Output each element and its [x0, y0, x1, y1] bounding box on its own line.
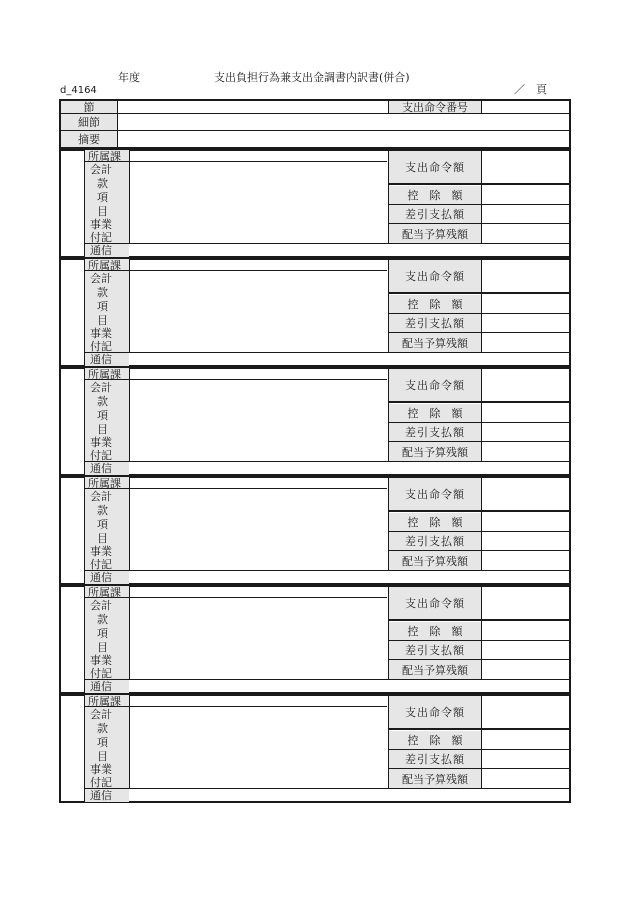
block-label-divider — [129, 488, 130, 570]
shozoku-underline — [85, 706, 129, 707]
top-section — [59, 99, 571, 149]
order-amount-label-cell — [389, 696, 481, 728]
tsushin-label: 通信 — [90, 244, 112, 257]
tsushin-line — [85, 679, 569, 680]
net-payment-label: 差引支払額 — [405, 208, 465, 221]
deduction-label-cell — [389, 404, 481, 422]
kan-label: 款 — [97, 177, 108, 190]
deduction-label: 控 除 額 — [407, 189, 463, 202]
order-amount-divider — [481, 476, 482, 570]
budget-balance-label: 配当予算残額 — [402, 772, 468, 786]
shozoku-label: 所属課 — [88, 477, 121, 490]
order-amount-bottom-thick — [389, 401, 569, 403]
document-id: d_4164 — [60, 85, 97, 96]
order-amount-label: 支出命令額 — [405, 488, 465, 501]
budget-balance-label: 配当予算残額 — [402, 554, 468, 568]
kaikei-label: 会計 — [90, 599, 112, 612]
budget-balance-label-cell — [389, 224, 481, 243]
shozoku-divider — [129, 476, 130, 488]
order-amount-label-cell — [389, 587, 481, 619]
deduction-label-cell — [389, 295, 481, 313]
budget-balance-label-cell — [389, 769, 481, 788]
shozoku-field-line — [129, 379, 387, 380]
order-amount-bottom-thick — [389, 510, 569, 512]
budget-balance-label-cell — [389, 660, 481, 679]
net-payment-label: 差引支払額 — [405, 535, 465, 548]
net-payment-label: 差引支払額 — [405, 317, 465, 330]
order-no-divider-right — [481, 99, 482, 113]
shozoku-label: 所属課 — [88, 259, 121, 272]
order-amount-bottom-thick — [389, 619, 569, 621]
setsu-label: 節 — [83, 101, 95, 114]
document-title: 支出負担行為兼支出金調書内訳書(併合) — [214, 71, 410, 84]
jigyo-label: 事業 — [90, 654, 112, 667]
net-payment-label-cell — [389, 423, 481, 441]
budget-balance-label: 配当予算残額 — [402, 445, 468, 459]
ko-label: 項 — [97, 300, 108, 313]
moku-label: 目 — [97, 750, 108, 763]
order-amount-divider — [481, 149, 482, 243]
order-amount-divider — [481, 258, 482, 352]
fuki-label: 付記 — [90, 449, 112, 462]
tsushin-line — [85, 788, 569, 789]
order-number-label: 支出命令番号 — [402, 101, 468, 114]
order-amount-label: 支出命令額 — [405, 379, 465, 392]
jigyo-label: 事業 — [90, 545, 112, 558]
top-row-line — [59, 130, 571, 131]
net-payment-label-cell — [389, 750, 481, 768]
item-block-4 — [59, 476, 571, 585]
moku-label: 目 — [97, 532, 108, 545]
shozoku-field-line — [129, 706, 387, 707]
shozoku-divider — [129, 367, 130, 379]
deduction-label: 控 除 額 — [407, 625, 463, 638]
top-label-divider — [117, 99, 118, 149]
item-block-1 — [59, 149, 571, 258]
deduction-label: 控 除 額 — [407, 407, 463, 420]
order-amount-label: 支出命令額 — [405, 270, 465, 283]
tsushin-label: 通信 — [90, 789, 112, 802]
shozoku-label: 所属課 — [88, 150, 121, 163]
deduction-label-cell — [389, 731, 481, 749]
order-amount-label-cell — [389, 478, 481, 510]
deduction-label-cell — [389, 186, 481, 204]
fuki-label: 付記 — [90, 231, 112, 244]
moku-label: 目 — [97, 641, 108, 654]
tsushin-label: 通信 — [90, 571, 112, 584]
shozoku-field-line — [129, 597, 387, 598]
budget-balance-label: 配当予算残額 — [402, 227, 468, 241]
shozoku-field-line — [129, 161, 387, 162]
fuki-label: 付記 — [90, 776, 112, 789]
deduction-label: 控 除 額 — [407, 298, 463, 311]
shozoku-underline — [85, 488, 129, 489]
net-payment-label-cell — [389, 641, 481, 659]
kaikei-label: 会計 — [90, 163, 112, 176]
block-label-divider — [129, 706, 130, 788]
year-label: 年度 — [118, 71, 140, 84]
order-amount-label: 支出命令額 — [405, 706, 465, 719]
order-amount-divider — [481, 694, 482, 788]
moku-label: 目 — [97, 205, 108, 218]
kan-label: 款 — [97, 613, 108, 626]
item-block-6 — [59, 694, 571, 803]
tsushin-line — [85, 461, 569, 462]
order-amount-bottom-thick — [389, 728, 569, 730]
saisetsu-label-cell — [61, 114, 117, 130]
order-amount-divider — [481, 585, 482, 679]
net-payment-label: 差引支払額 — [405, 753, 465, 766]
deduction-label: 控 除 額 — [407, 516, 463, 529]
tsushin-label: 通信 — [90, 680, 112, 693]
kan-label: 款 — [97, 504, 108, 517]
kaikei-label: 会計 — [90, 708, 112, 721]
saisetsu-label: 細節 — [78, 116, 100, 129]
tekiyo-label: 摘要 — [78, 133, 100, 146]
fuki-label: 付記 — [90, 340, 112, 353]
order-amount-label-cell — [389, 369, 481, 401]
shozoku-label: 所属課 — [88, 695, 121, 708]
budget-balance-label-cell — [389, 442, 481, 461]
net-payment-label-cell — [389, 205, 481, 223]
tekiyo-label-cell — [61, 131, 117, 147]
block-label-divider — [129, 379, 130, 461]
deduction-label-cell — [389, 513, 481, 531]
tsushin-line — [85, 570, 569, 571]
moku-label: 目 — [97, 314, 108, 327]
order-number-label-cell — [389, 101, 481, 113]
ko-label: 項 — [97, 736, 108, 749]
item-block-5 — [59, 585, 571, 694]
deduction-label-cell — [389, 622, 481, 640]
order-amount-label-cell — [389, 260, 481, 292]
block-label-divider — [129, 161, 130, 243]
kaikei-label: 会計 — [90, 272, 112, 285]
kaikei-label: 会計 — [90, 490, 112, 503]
item-block-3 — [59, 367, 571, 476]
net-payment-label-cell — [389, 314, 481, 332]
tsushin-label: 通信 — [90, 462, 112, 475]
shozoku-field-line — [129, 488, 387, 489]
jigyo-label: 事業 — [90, 436, 112, 449]
page-number-label: ／ 頁 — [514, 83, 547, 96]
item-block-2 — [59, 258, 571, 367]
net-payment-label: 差引支払額 — [405, 426, 465, 439]
top-section-frame — [59, 99, 571, 149]
kan-label: 款 — [97, 286, 108, 299]
block-label-divider — [129, 597, 130, 679]
shozoku-underline — [85, 379, 129, 380]
kaikei-label: 会計 — [90, 381, 112, 394]
ko-label: 項 — [97, 518, 108, 531]
order-amount-label: 支出命令額 — [405, 597, 465, 610]
ko-label: 項 — [97, 409, 108, 422]
jigyo-label: 事業 — [90, 763, 112, 776]
shozoku-underline — [85, 161, 129, 162]
shozoku-underline — [85, 270, 129, 271]
shozoku-field-line — [129, 270, 387, 271]
jigyo-label: 事業 — [90, 327, 112, 340]
shozoku-label: 所属課 — [88, 586, 121, 599]
budget-balance-label-cell — [389, 551, 481, 570]
net-payment-label-cell — [389, 532, 481, 550]
order-amount-label-cell — [389, 151, 481, 183]
deduction-label: 控 除 額 — [407, 734, 463, 747]
tsushin-label: 通信 — [90, 353, 112, 366]
fuki-label: 付記 — [90, 558, 112, 571]
moku-label: 目 — [97, 423, 108, 436]
order-amount-bottom-thick — [389, 183, 569, 185]
net-payment-label: 差引支払額 — [405, 644, 465, 657]
shozoku-divider — [129, 694, 130, 706]
ko-label: 項 — [97, 191, 108, 204]
block-label-divider — [129, 270, 130, 352]
shozoku-label: 所属課 — [88, 368, 121, 381]
order-amount-bottom-thick — [389, 292, 569, 294]
order-amount-label: 支出命令額 — [405, 161, 465, 174]
tsushin-line — [85, 243, 569, 244]
ko-label: 項 — [97, 627, 108, 640]
setsu-label-cell — [61, 101, 117, 113]
kan-label: 款 — [97, 722, 108, 735]
budget-balance-label-cell — [389, 333, 481, 352]
fuki-label: 付記 — [90, 667, 112, 680]
shozoku-divider — [129, 585, 130, 597]
kan-label: 款 — [97, 395, 108, 408]
shozoku-underline — [85, 597, 129, 598]
jigyo-label: 事業 — [90, 218, 112, 231]
budget-balance-label: 配当予算残額 — [402, 336, 468, 350]
shozoku-divider — [129, 258, 130, 270]
top-row-line — [59, 113, 571, 114]
shozoku-divider — [129, 149, 130, 161]
budget-balance-label: 配当予算残額 — [402, 663, 468, 677]
order-amount-divider — [481, 367, 482, 461]
tsushin-line — [85, 352, 569, 353]
